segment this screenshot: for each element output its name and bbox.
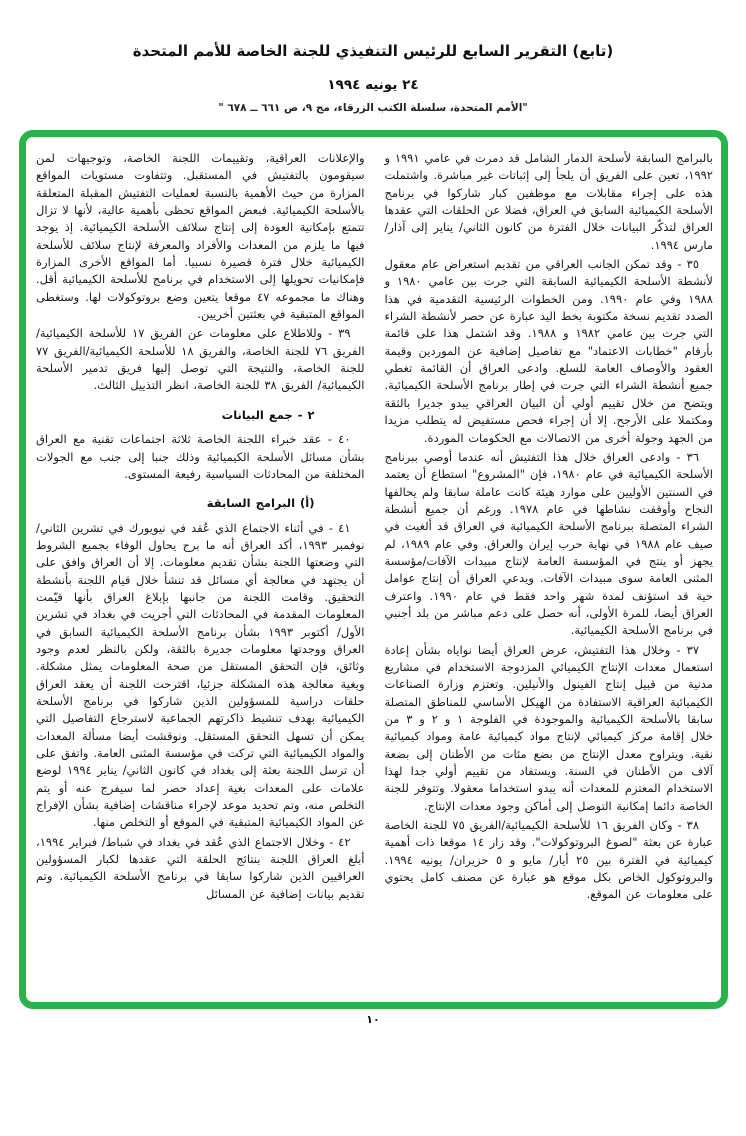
column-left: [36, 150, 365, 994]
paragraph-41: ٤١ - في أثناء الاجتماع الذي عُقد في نيويورك في تشرين الثاني/ نوفمبر ١٩٩٣، أكد العراق أنه ما برح يحاول الوفاء بجميع الشروط التي وضعتها اللجنة بشأن تقديم معلومات. إلا أن العراق وافق على أن يجتهد في معالجة أي مسائل قد تنشأ خلال قيام اللجنة بأنشطة التحقيق. وقامت اللجنة من جانبها بإبلاغ العراق بأنها قيّمت المعلومات المقدمة في المحادثات التي أجريت في بغداد في تشرين الأول/ أكتوبر ١٩٩٣ بشأن برنامج الأسلحة الكيميائية السابق في العراق ووجدتها معلومات جديرة بالثقة، ولكن بالنظر لعدم وجود وثائق، فإن التحقق المستقل من صحة المعلومات يمثل مشكلة. وبغية معالجة هذه المشكلة جزئيا، اقترحت اللجنة أن يعقد العراق حلقات دراسية للمسؤولين الذين شاركوا في برنامج الأسلحة الكيميائية بهدف تنشيط ذاكرتهم الجماعية لاسترجاع التفاصيل التي يمكن أن تسهل التحقق المستقل. ونوقشت أيضا مسألة المعدات والمواد الكيميائية التي تركت في مؤسسة المثنى العامة. واتفق على أن ترسل اللجنة بعثة إلى بغداد في كانون الثاني/ يناير ١٩٩٤ لوضع علامات على المعدات بغية إعداد حصر لما سيفرج عنه أو يتم التخلص منه، وتم تحديد موعد لإجراء مناقشات إضافية بشأن الإفراج عن المواد الكيميائية المتبقية في الموقع أو التخلص منها.: [36, 520, 365, 830]
paragraph-38: ٣٨ - وكان الفريق ١٦ للأسلحة الكيميائية/الفريق ٧٥ للجنة الخاصة عبارة عن بعثة "لصوغ البروتوكولات". وقد زار ١٤ موقعا ذات أهمية كيميائية في الفترة بين ٢٥ أيار/ مايو و ٥ حزيران/ يونيه ١٩٩٤. والبروتوكول الخاص بكل موقع هو عبارة عن مصنف كامل يحتوي على معلومات عن الموقع.: [384, 818, 714, 902]
paragraph-42: ٤٢ - وخلال الاجتماع الذي عُقد في بغداد في شباط/ فبراير ١٩٩٤، أبلغ العراق اللجنة بنتائج الحلقة التي عقدها لكبار المسؤولين العراقيين الذين شاركوا سابقا في برنامج الأسلحة الكيميائية. وتم تقديم بيانات إضافية عن المسائل: [36, 834, 365, 901]
paragraph-36: ٣٦ - وادعى العراق خلال هذا التفتيش أنه عندما أوصي ببرنامج الأسلحة الكيميائية في عام ١٩٨٠، فإن "المشروع" استطاع أن يعتمد في السنتين الأوليين على موارد هيئة كانت عاملة سابقا ولم يحالفها النجاح وأوقفت نشاطها في عام ١٩٧٨. ورغم أن جميع أنشطة الشراء المتصلة ببرنامج الأسلحة الكيميائية في العراق قد ألغيت في صيف عام ١٩٨٨ في نهاية حرب إيران والعراق. وفي عام ١٩٨٩، لم يجهز أو ينتج في المؤسسة العامة لإنتاج مبيدات الآفات/مؤسسة المثنى العامة سوى مبيدات الآفات. ويدعي العراق أن إنتاج عوامل حية قد استؤنف لمدة شهر واحد فقط في عام ١٩٩٠. واعترف العراق أيضا، للمرة الأولى، أنه حصل على دعم مباشر من بلد أجنبي في برنامج الأسلحة الكيميائية.: [384, 449, 714, 638]
paragraph-35: ٣٥ - وقد تمكن الجانب العراقي من تقديم استعراض عام معقول لأنشطة الأسلحة الكيميائية السابقة التي جرت بين عامي ١٩٨٠ و ١٩٨٨ وفي عام ١٩٩٠. ومن الخطوات الرئيسية التقدمية في هذا الصدد تقديم نسخة مكتوبة بخط اليد عبارة عن حصر لأنشطة الشراء التي جرت بين عامي ١٩٨٢ و ١٩٨٨. وقد اشتمل هذا على قائمة بأرقام "خطابات الاعتماد" مع تفاصيل إضافية عن الموردين وقيمة العقود والأوصاف العامة للسلع. وادعى العراق أن القائمة تغطي جميع أنشطة الشراء التي جرت في إطار برنامج الأسلحة الكيميائية. ويتضح من خلال تقييم أولي أن البيان العراقي يبدو جديرا بالثقة ومكتملا على الأرجح. إلا أن إجراء فحص مستفيض له يتطلب مزيدا من الجهد وجولة أخرى من الاتصالات مع الحكومات الموردة.: [384, 257, 713, 445]
two-column-layout: [36, 150, 713, 994]
source-citation: "الأمم المتحدة، سلسلة الكتب الزرقاء، مج ٩، ص ٦٦١ ــ ٦٧٨ ": [218, 102, 528, 114]
paragraph-40: ٤٠ - عقد خبراء اللجنة الخاصة ثلاثة اجتماعات تقنية مع العراق بشأن مسائل الأسلحة الكيميائية وذلك جنبا إلى جنب مع الجولات المختلفة من المحادثات السياسية رفيعة المستوى.: [36, 432, 365, 481]
document-date: ٢٤ يونيه ١٩٩٤: [327, 77, 419, 93]
paragraph-39: ٣٩ - وللاطلاع على معلومات عن الفريق ١٧ للأسلحة الكيميائية/الفريق ٧٦ للجنة الخاصة، والفريق ١٨ للأسلحة الكيميائية/الفريق ٧٧ للجنة الخاصة، والنتيجة التي توصل إليها فريق تدمير الأسلحة الكيميائية/ الفريق ٣٨ للجنة الخاصة، انظر التذييل الثالث.: [36, 326, 365, 393]
section-heading-previous-programs: (أ) البرامج السابقة: [206, 496, 315, 511]
section-heading-data-collection: ٢ - جمع البيانات: [221, 407, 315, 422]
page-header: [0, 42, 746, 114]
page-title: (تابع) التقرير السابع للرئيس التنفيذي للجنة الخاصة للأمم المتحدة: [132, 42, 614, 60]
paragraph-continuation: بالبرامج السابقة لأسلحة الدمار الشامل قد دمرت في عامي ١٩٩١ و ١٩٩٢، تعين على الفريق أن يلجأ إلى إثباتات غير مباشرة. واشتملت هذه على إجراء مقابلات مع موظفين كبار شاركوا في برنامج الأسلحة الكيميائية السابق في العراق، فضلا عن الحلقات التي عقدها العراق لتذكّر البيانات خلال الفترة من كانون الثاني/ يناير إلى آذار/ مارس ١٩٩٤.: [384, 151, 713, 252]
page-number: ١٠: [366, 1013, 380, 1026]
paragraph-37: ٣٧ - وخلال هذا التفتيش، عرض العراق أيضا نواياه بشأن إعادة استعمال معدات الإنتاج الكيميائي المزدوجة الاستخدام في مشاريع مدنية من قبيل إنتاج الفينول والأنيلين. وتعتزم وزارة الصناعات الكيميائية العراقية الاستفادة من الهيكل الأساسي للمناطق المتصلة سابقا بالأسلحة الكيميائية والموجودة في الفلوجة ١ و ٢ و ٣ من خلال إقامة مركز كيميائي لإنتاج مواد كيميائية عامة ومواد كيميائية نقية. ويتراوح معدل الإنتاج من بضع مئات من الأطنان إلى بضعة آلاف من الأطنان في السنة. ويستفاد من تقييم أولي جدا لهذا الاستخدام المعتزم للمعدات أنه يبدو استخداما معقولا. وتتوفر للجنة الخاصة دائما إمكانية التوصل إلى أماكن وجود معدات الإنتاج.: [384, 642, 713, 813]
column-right: [385, 150, 714, 994]
content-border-box: [19, 130, 728, 1009]
paragraph-continuation: والإعلانات العراقية، وتقييمات اللجنة الخاصة، وتوجيهات لمن سيقومون بالتفتيش في المستقبل. وتتفاوت مستويات المواقع المزارة من حيث الأهمية بالنسبة لعمليات التفتيش المقبلة المتعلقة بالأسلحة الكيميائية. فبعض المواقع تحظى بأهمية عالية، لأنها لا تزال تتمتع بإمكانية العودة إلى إنتاج سلائف الأسلحة الكيميائية. إذ يوجد فيها ما يلزم من المعدات والأفراد والمعرفة لإنتاج سلائف للأسلحة الكيميائية خلال فترة قصيرة نسبيا. أما المواقع الأخرى المزارة فإمكانيات تحويلها إلى الاستخدام في برنامج للأسلحة الكيميائية أقل. وهناك ما مجموعه ٤٧ موقعا يتعين وضع بروتوكولات لها. وستغطى المواقع المتبقية في بعثتين أخريين.: [36, 151, 365, 322]
